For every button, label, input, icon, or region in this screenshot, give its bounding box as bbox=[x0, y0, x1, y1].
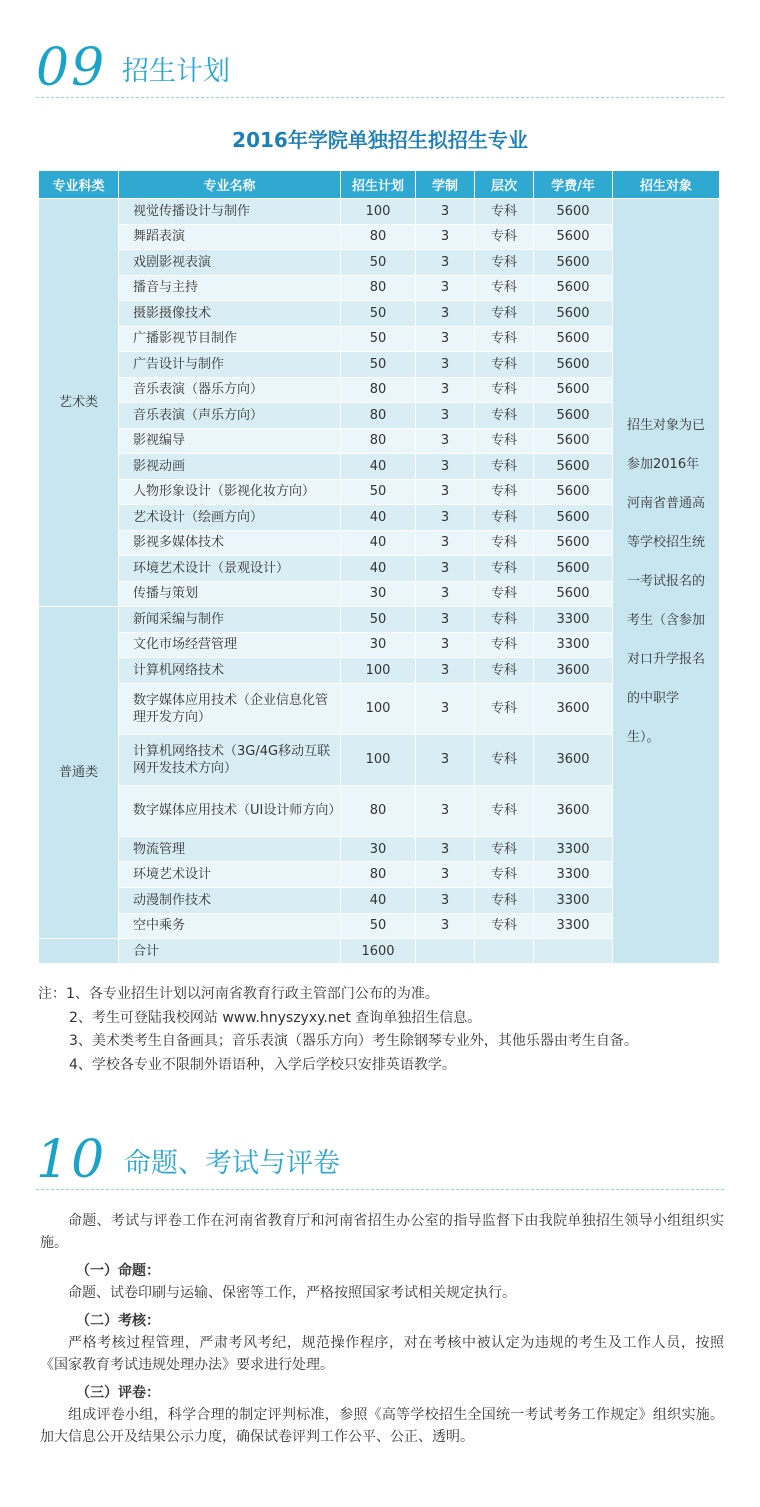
cell-plan: 50 bbox=[341, 607, 416, 633]
table-title: 2016年学院单独招生拟招生专业 bbox=[232, 128, 528, 152]
paragraph: 组成评卷小组，科学合理的制定评判标准，参照《高等学校招生全国统一考试考务工作规定》组织实施。加大信息公开及结果公示力度，确保试卷评判工作公平、公正、透明。 bbox=[40, 1407, 724, 1445]
cell-level: 专科 bbox=[475, 862, 534, 888]
cell-plan: 50 bbox=[341, 352, 416, 378]
cell-plan: 80 bbox=[341, 428, 416, 454]
cell-level: 专科 bbox=[475, 199, 534, 225]
cell-name: 物流管理 bbox=[119, 836, 341, 862]
cell-name: 环境艺术设计（景观设计） bbox=[119, 556, 341, 582]
cell-name: 动漫制作技术 bbox=[119, 887, 341, 913]
cell-fee: 3600 bbox=[534, 683, 613, 734]
cell-level: 专科 bbox=[475, 250, 534, 276]
cell-level: 专科 bbox=[475, 301, 534, 327]
cell-level: 专科 bbox=[475, 505, 534, 531]
cell-years: 3 bbox=[416, 454, 475, 480]
subheading: （三）评卷： bbox=[76, 1385, 160, 1401]
cell-fee: 5600 bbox=[534, 275, 613, 301]
dashed-divider bbox=[36, 97, 724, 98]
cell-name: 数字媒体应用技术（企业信息化管理开发方向） bbox=[119, 683, 341, 734]
header-tuition: 学费/年 bbox=[534, 171, 613, 199]
cell-name: 艺术设计（绘画方向） bbox=[119, 505, 341, 531]
cell-fee: 5600 bbox=[534, 326, 613, 352]
cell-years: 3 bbox=[416, 250, 475, 276]
cell-fee: 3300 bbox=[534, 887, 613, 913]
cell-level: 专科 bbox=[475, 836, 534, 862]
cell-fee: 5600 bbox=[534, 199, 613, 225]
cell-name: 影视多媒体技术 bbox=[119, 530, 341, 556]
cell-level: 专科 bbox=[475, 479, 534, 505]
cell-years: 3 bbox=[416, 683, 475, 734]
cell-plan: 80 bbox=[341, 275, 416, 301]
cell-name: 计算机网络技术 bbox=[119, 658, 341, 684]
paragraph: 命题、考试与评卷工作在河南省教育厅和河南省招生办公室的指导监督下由我院单独招生领导小组组织实施。 bbox=[40, 1213, 724, 1251]
cell-fee: 3300 bbox=[534, 632, 613, 658]
cell-fee: 5600 bbox=[534, 224, 613, 250]
cell-plan: 40 bbox=[341, 505, 416, 531]
cell-plan: 40 bbox=[341, 887, 416, 913]
cell-name: 影视动画 bbox=[119, 454, 341, 480]
cell-name: 数字媒体应用技术（UI设计师方向） bbox=[119, 785, 341, 836]
cell-years: 3 bbox=[416, 862, 475, 888]
cell-years: 3 bbox=[416, 658, 475, 684]
cell-name: 广播影视节目制作 bbox=[119, 326, 341, 352]
target-cell bbox=[613, 199, 720, 964]
table-row bbox=[39, 199, 720, 225]
note-line: 2、考生可登陆我校网站 www.hnyszyxy.net 查询单独招生信息。 bbox=[69, 1009, 482, 1026]
cell-level: 专科 bbox=[475, 377, 534, 403]
cell-level: 专科 bbox=[475, 275, 534, 301]
cell-plan: 80 bbox=[341, 377, 416, 403]
section-10-header bbox=[36, 1130, 724, 1190]
header-target: 招生对象 bbox=[613, 171, 720, 199]
cell-years: 3 bbox=[416, 887, 475, 913]
cell-fee: 5600 bbox=[534, 301, 613, 327]
cell-fee: 5600 bbox=[534, 505, 613, 531]
target-text: 招生对象为已参加2016年河南省普通高等学校招生统一考试报名的考生（含参加对口升学报名的中职学生）。 bbox=[627, 417, 706, 745]
cell-years: 3 bbox=[416, 785, 475, 836]
subheading: （一）命题： bbox=[76, 1263, 160, 1279]
cell-fee: 5600 bbox=[534, 454, 613, 480]
cell-plan: 50 bbox=[341, 479, 416, 505]
cell-years: 3 bbox=[416, 505, 475, 531]
cell-name: 戏剧影视表演 bbox=[119, 250, 341, 276]
cell-plan: 30 bbox=[341, 581, 416, 607]
cell-years: 3 bbox=[416, 224, 475, 250]
cell-level: 专科 bbox=[475, 403, 534, 429]
cell-years: 3 bbox=[416, 632, 475, 658]
cell-plan: 50 bbox=[341, 913, 416, 939]
cell-years: 3 bbox=[416, 913, 475, 939]
cell-plan: 80 bbox=[341, 862, 416, 888]
cell-fee: 5600 bbox=[534, 352, 613, 378]
cell-fee: 5600 bbox=[534, 530, 613, 556]
cell-name: 空中乘务 bbox=[119, 913, 341, 939]
enrollment-table bbox=[38, 170, 720, 964]
cell-years: 3 bbox=[416, 326, 475, 352]
cell-fee: 5600 bbox=[534, 556, 613, 582]
cell-fee: 5600 bbox=[534, 581, 613, 607]
cell-level: 专科 bbox=[475, 785, 534, 836]
cell-plan: 50 bbox=[341, 301, 416, 327]
cell-name: 音乐表演（器乐方向） bbox=[119, 377, 341, 403]
subheading: （二）考核： bbox=[76, 1313, 160, 1329]
cell-level: 专科 bbox=[475, 632, 534, 658]
note-line: 4、学校各专业不限制外语语种，入学后学校只安排英语教学。 bbox=[69, 1056, 456, 1073]
cell-name: 传播与策划 bbox=[119, 581, 341, 607]
cell-level: 专科 bbox=[475, 887, 534, 913]
cell-fee: 3300 bbox=[534, 607, 613, 633]
cell-years: 3 bbox=[416, 530, 475, 556]
cell-years: 3 bbox=[416, 581, 475, 607]
cell-name: 视觉传播设计与制作 bbox=[119, 199, 341, 225]
cell-plan: 100 bbox=[341, 734, 416, 785]
dashed-divider bbox=[36, 1189, 724, 1190]
cell-name: 文化市场经营管理 bbox=[119, 632, 341, 658]
section-title: 招生计划 bbox=[122, 56, 230, 87]
category-cell: 艺术类 bbox=[39, 199, 119, 607]
total-blank bbox=[39, 939, 119, 964]
cell-years: 3 bbox=[416, 836, 475, 862]
cell-fee: 5600 bbox=[534, 479, 613, 505]
cell-level: 专科 bbox=[475, 530, 534, 556]
cell-level: 专科 bbox=[475, 224, 534, 250]
cell-years: 3 bbox=[416, 607, 475, 633]
cell-years: 3 bbox=[416, 479, 475, 505]
header-category: 专业科类 bbox=[39, 171, 119, 199]
note-line: 注：1、各专业招生计划以河南省教育行政主管部门公布的为准。 bbox=[38, 986, 439, 1002]
table-header-row bbox=[39, 171, 720, 199]
cell-plan: 40 bbox=[341, 530, 416, 556]
cell-fee: 3600 bbox=[534, 785, 613, 836]
cell-fee: 5600 bbox=[534, 428, 613, 454]
total-label: 合计 bbox=[119, 939, 341, 964]
section-09-header bbox=[36, 38, 724, 98]
cell-name: 新闻采编与制作 bbox=[119, 607, 341, 633]
cell-name: 广告设计与制作 bbox=[119, 352, 341, 378]
cell-fee: 3600 bbox=[534, 658, 613, 684]
cell-name: 环境艺术设计 bbox=[119, 862, 341, 888]
cell-name: 音乐表演（声乐方向） bbox=[119, 403, 341, 429]
cell-fee: 3300 bbox=[534, 913, 613, 939]
paragraph: 严格考核过程管理，严肃考风考纪，规范操作程序，对在考核中被认定为违规的考生及工作人员，按照《国家教育考试违规处理办法》要求进行处理。 bbox=[40, 1335, 724, 1373]
header-major: 专业名称 bbox=[119, 171, 341, 199]
cell-plan: 100 bbox=[341, 683, 416, 734]
paragraph: 命题、试卷印刷与运输、保密等工作，严格按照国家考试相关规定执行。 bbox=[68, 1285, 516, 1301]
cell-level: 专科 bbox=[475, 734, 534, 785]
cell-level: 专科 bbox=[475, 581, 534, 607]
cell-years: 3 bbox=[416, 428, 475, 454]
cell-plan: 100 bbox=[341, 658, 416, 684]
cell-years: 3 bbox=[416, 556, 475, 582]
cell-level: 专科 bbox=[475, 428, 534, 454]
notes-block bbox=[38, 983, 738, 1077]
header-level: 层次 bbox=[475, 171, 534, 199]
cell-name: 摄影摄像技术 bbox=[119, 301, 341, 327]
section-number: 09 bbox=[36, 38, 107, 98]
header-duration: 学制 bbox=[416, 171, 475, 199]
empty-cell bbox=[534, 939, 613, 964]
section-10-body bbox=[40, 1210, 724, 1448]
cell-name: 舞蹈表演 bbox=[119, 224, 341, 250]
section-title: 命题、考试与评卷 bbox=[124, 1148, 340, 1179]
cell-plan: 80 bbox=[341, 785, 416, 836]
cell-years: 3 bbox=[416, 199, 475, 225]
empty-cell bbox=[475, 939, 534, 964]
cell-level: 专科 bbox=[475, 683, 534, 734]
cell-years: 3 bbox=[416, 403, 475, 429]
total-value: 1600 bbox=[341, 939, 416, 964]
header-plan: 招生计划 bbox=[341, 171, 416, 199]
cell-fee: 3300 bbox=[534, 836, 613, 862]
cell-plan: 30 bbox=[341, 836, 416, 862]
section-number: 10 bbox=[36, 1130, 107, 1190]
cell-name: 人物形象设计（影视化妆方向） bbox=[119, 479, 341, 505]
cell-years: 3 bbox=[416, 352, 475, 378]
cell-years: 3 bbox=[416, 275, 475, 301]
cell-plan: 50 bbox=[341, 250, 416, 276]
cell-plan: 30 bbox=[341, 632, 416, 658]
cell-level: 专科 bbox=[475, 352, 534, 378]
cell-plan: 80 bbox=[341, 403, 416, 429]
cell-years: 3 bbox=[416, 734, 475, 785]
cell-level: 专科 bbox=[475, 913, 534, 939]
cell-level: 专科 bbox=[475, 326, 534, 352]
cell-name: 计算机网络技术（3G/4G移动互联网开发技术方向） bbox=[119, 734, 341, 785]
cell-fee: 3600 bbox=[534, 734, 613, 785]
cell-fee: 3300 bbox=[534, 862, 613, 888]
cell-plan: 80 bbox=[341, 224, 416, 250]
cell-name: 影视编导 bbox=[119, 428, 341, 454]
cell-level: 专科 bbox=[475, 607, 534, 633]
cell-years: 3 bbox=[416, 377, 475, 403]
category-cell: 普通类 bbox=[39, 607, 119, 939]
empty-cell bbox=[416, 939, 475, 964]
cell-fee: 5600 bbox=[534, 250, 613, 276]
cell-plan: 40 bbox=[341, 556, 416, 582]
cell-plan: 40 bbox=[341, 454, 416, 480]
cell-fee: 5600 bbox=[534, 403, 613, 429]
cell-name: 播音与主持 bbox=[119, 275, 341, 301]
cell-years: 3 bbox=[416, 301, 475, 327]
cell-level: 专科 bbox=[475, 454, 534, 480]
cell-plan: 50 bbox=[341, 326, 416, 352]
note-line: 3、美术类考生自备画具；音乐表演（器乐方向）考生除钢琴专业外，其他乐器由考生自备。 bbox=[69, 1033, 638, 1049]
cell-level: 专科 bbox=[475, 556, 534, 582]
cell-plan: 100 bbox=[341, 199, 416, 225]
cell-fee: 5600 bbox=[534, 377, 613, 403]
cell-level: 专科 bbox=[475, 658, 534, 684]
